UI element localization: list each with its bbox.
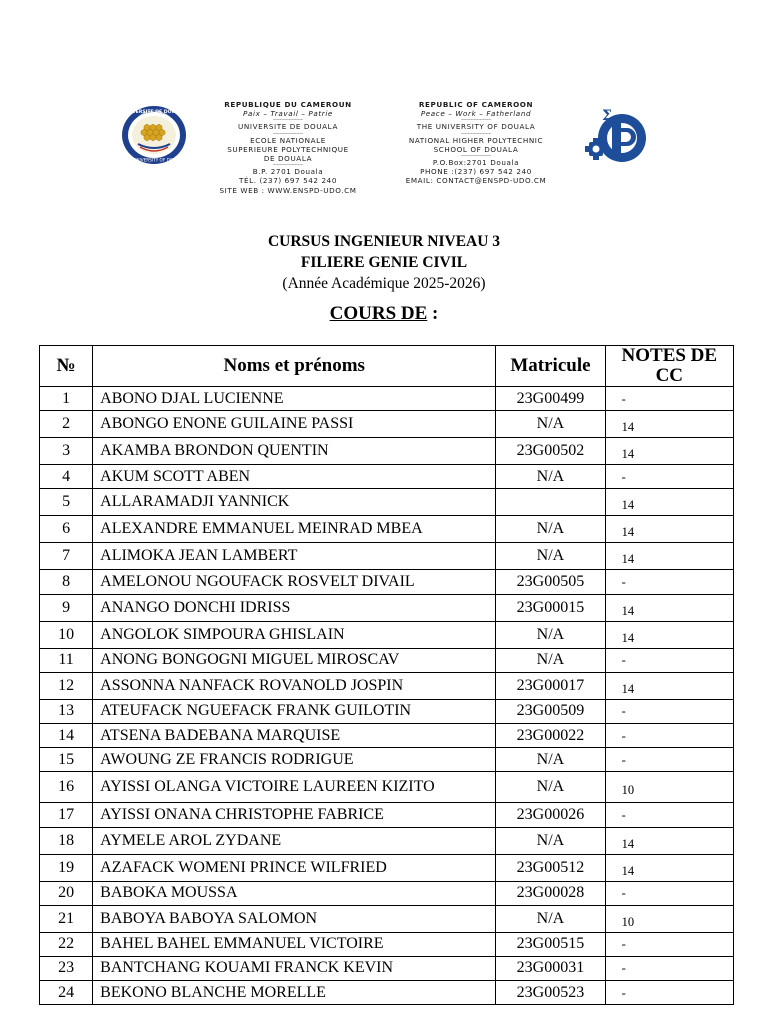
cell-number: 4 — [40, 465, 93, 489]
cell-name: AMELONOU NGOUFACK ROSVELT DIVAIL — [93, 570, 496, 594]
cell-matricule: N/A — [496, 772, 605, 803]
cell-note-wrapper — [605, 570, 733, 594]
cell-matricule: 23G00502 — [496, 438, 605, 465]
table-row — [40, 648, 734, 672]
cell-note-wrapper — [605, 387, 733, 411]
table-row — [40, 489, 734, 516]
cell-matricule: 23G00509 — [496, 699, 605, 723]
cell-number: 1 — [40, 387, 93, 411]
cell-note-wrapper — [605, 981, 733, 1005]
university-fr: UNIVERSITE DE DOUALA — [238, 122, 338, 132]
cell-note-wrapper — [605, 516, 733, 543]
table-row — [40, 438, 734, 465]
header-number: № — [40, 346, 93, 387]
table-row — [40, 621, 734, 648]
cell-name: ATEUFACK NGUEFACK FRANK GUILOTIN — [93, 699, 496, 723]
school-logo — [582, 106, 654, 166]
cell-number: 16 — [40, 772, 93, 803]
cell-note: 14 — [621, 863, 635, 878]
table-header-row — [40, 346, 734, 387]
table-row — [40, 465, 734, 489]
cell-number: 19 — [40, 854, 93, 881]
cell-number: 22 — [40, 932, 93, 956]
cell-number: 15 — [40, 748, 93, 772]
table-row — [40, 854, 734, 881]
cell-note-wrapper — [605, 465, 733, 489]
motto-fr: Paix – Travail – Patrie — [243, 109, 333, 119]
table-row — [40, 772, 734, 803]
separator: –––––––––– — [461, 152, 491, 160]
cell-number: 8 — [40, 570, 93, 594]
cell-note-wrapper — [605, 438, 733, 465]
header-notes: NOTES DE CC — [605, 346, 733, 387]
cell-number: 10 — [40, 621, 93, 648]
cell-matricule: N/A — [496, 621, 605, 648]
cell-name: BANTCHANG KOUAMI FRANCK KEVIN — [93, 956, 496, 980]
cell-note-wrapper — [605, 803, 733, 827]
cell-matricule: N/A — [496, 905, 605, 932]
cell-number: 11 — [40, 648, 93, 672]
cell-matricule: N/A — [496, 411, 605, 438]
department-title: FILIERE GENIE CIVIL — [300, 254, 468, 271]
cell-note: - — [621, 985, 626, 1000]
cell-note-wrapper — [605, 854, 733, 881]
cell-name: AKUM SCOTT ABEN — [93, 465, 496, 489]
academic-year: (Année Académique 2025-2026) — [282, 275, 486, 292]
cell-note-wrapper — [605, 748, 733, 772]
table-row — [40, 932, 734, 956]
cell-note: - — [621, 704, 626, 719]
table-row — [40, 543, 734, 570]
cell-number: 13 — [40, 699, 93, 723]
cell-matricule: N/A — [496, 827, 605, 854]
cell-note: - — [621, 807, 626, 822]
table-row — [40, 803, 734, 827]
country-fr: REPUBLIQUE DU CAMEROUN — [224, 100, 352, 109]
table-row — [40, 723, 734, 747]
cell-note: 14 — [621, 630, 635, 645]
svg-text:Σ: Σ — [602, 108, 612, 124]
cell-number: 5 — [40, 489, 93, 516]
cell-note-wrapper — [605, 932, 733, 956]
cell-number: 9 — [40, 594, 93, 621]
cell-note: - — [621, 728, 626, 743]
cell-note-wrapper — [605, 672, 733, 699]
svg-text:UNIVERSITE DE DOUALA: UNIVERSITE DE DOUALA — [122, 110, 186, 115]
cell-note: - — [621, 752, 626, 767]
school-fr-line2: SUPERIEURE POLYTECHNIQUE — [227, 144, 349, 154]
cell-number: 23 — [40, 956, 93, 980]
table-row — [40, 881, 734, 905]
phone-fr: TÉL. (237) 697 542 240 — [238, 176, 338, 186]
svg-text:THE UNIVERSITY OF DOUALA: THE UNIVERSITY OF DOUALA — [123, 157, 185, 163]
table-row — [40, 387, 734, 411]
address-en: P.O.Box:2701 Douala — [432, 158, 520, 168]
cell-note: 10 — [621, 914, 635, 929]
separator: –––––––––– — [273, 116, 303, 124]
cell-name: AZAFACK WOMENI PRINCE WILFRIED — [93, 854, 496, 881]
cell-note: - — [621, 469, 626, 484]
cell-note-wrapper — [605, 905, 733, 932]
separator: –––––––––– — [461, 116, 491, 124]
table-row — [40, 748, 734, 772]
cell-name: ALLARAMADJI YANNICK — [93, 489, 496, 516]
cell-number: 21 — [40, 905, 93, 932]
table-row — [40, 905, 734, 932]
course-heading — [0, 303, 768, 325]
cell-name: AYISSI OLANGA VICTOIRE LAUREEN KIZITO — [93, 772, 496, 803]
cell-name: BABOKA MOUSSA — [93, 881, 496, 905]
cell-name: ANONG BONGOGNI MIGUEL MIROSCAV — [93, 648, 496, 672]
cell-name: ALIMOKA JEAN LAMBERT — [93, 543, 496, 570]
cell-matricule: N/A — [496, 648, 605, 672]
cell-name: BEKONO BLANCHE MORELLE — [93, 981, 496, 1005]
school-en-line1: NATIONAL HIGHER POLYTECHNIC — [408, 135, 544, 145]
cell-note: - — [621, 653, 626, 668]
cell-note-wrapper — [605, 489, 733, 516]
course-colon: : — [427, 303, 439, 324]
letterhead — [0, 98, 768, 202]
cell-note-wrapper — [605, 543, 733, 570]
table-row — [40, 699, 734, 723]
cell-name: ATSENA BADEBANA MARQUISE — [93, 723, 496, 747]
school-en-line2: SCHOOL OF DOUALA — [433, 144, 519, 154]
cell-number: 2 — [40, 411, 93, 438]
course-label: COURS DE — [329, 303, 428, 324]
grades-table — [39, 345, 734, 1005]
cell-note: 14 — [621, 552, 635, 567]
address-fr: B.P. 2701 Douala — [252, 167, 324, 177]
separator: –––––––––– — [461, 129, 491, 137]
table-row — [40, 516, 734, 543]
cell-note: - — [621, 886, 626, 901]
cell-note: 14 — [621, 447, 635, 462]
cell-name: BAHEL BAHEL EMMANUEL VICTOIRE — [93, 932, 496, 956]
cell-matricule — [496, 489, 605, 516]
cell-matricule: 23G00017 — [496, 672, 605, 699]
program-title: CURSUS INGENIEUR NIVEAU 3 — [267, 233, 501, 250]
cell-note-wrapper — [605, 956, 733, 980]
cell-number: 3 — [40, 438, 93, 465]
cell-name: AYISSI ONANA CHRISTOPHE FABRICE — [93, 803, 496, 827]
school-fr-line3: DE DOUALA — [263, 154, 313, 164]
separator: –––––––––– — [273, 129, 303, 137]
cell-note-wrapper — [605, 772, 733, 803]
table-row — [40, 594, 734, 621]
cell-matricule: 23G00523 — [496, 981, 605, 1005]
country-en: REPUBLIC OF CAMEROON — [418, 100, 534, 109]
cell-name: ABONO DJAL LUCIENNE — [93, 387, 496, 411]
cell-matricule: 23G00026 — [496, 803, 605, 827]
motto-en: Peace – Work – Fatherland — [420, 109, 532, 119]
cell-note: 10 — [621, 783, 635, 798]
table-body — [40, 387, 734, 1005]
cell-name: ABONGO ENONE GUILAINE PASSI — [93, 411, 496, 438]
cell-note-wrapper — [605, 723, 733, 747]
website-fr: SITE WEB : WWW.ENSPD-UDO.CM — [219, 185, 357, 195]
cell-number: 6 — [40, 516, 93, 543]
cell-number: 14 — [40, 723, 93, 747]
table-row — [40, 956, 734, 980]
cell-note: 14 — [621, 498, 635, 513]
cell-name: BABOYA BABOYA SALOMON — [93, 905, 496, 932]
cell-matricule: N/A — [496, 516, 605, 543]
cell-name: ASSONNA NANFACK ROVANOLD JOSPIN — [93, 672, 496, 699]
school-fr-line1: ECOLE NATIONALE — [250, 135, 326, 145]
university-en: THE UNIVERSITY OF DOUALA — [416, 122, 536, 132]
cell-matricule: N/A — [496, 543, 605, 570]
cell-note: 14 — [621, 603, 635, 618]
cell-name: ALEXANDRE EMMANUEL MEINRAD MBEA — [93, 516, 496, 543]
university-seal-logo — [120, 104, 188, 166]
cell-number: 17 — [40, 803, 93, 827]
cell-matricule: N/A — [496, 748, 605, 772]
cell-matricule: 23G00515 — [496, 932, 605, 956]
cell-note: 14 — [621, 681, 635, 696]
cell-note-wrapper — [605, 648, 733, 672]
cell-number: 12 — [40, 672, 93, 699]
cell-name: ANGOLOK SIMPOURA GHISLAIN — [93, 621, 496, 648]
cell-note: - — [621, 937, 626, 952]
table-row — [40, 411, 734, 438]
cell-name: ANANGO DONCHI IDRISS — [93, 594, 496, 621]
cell-note: - — [621, 391, 626, 406]
header-name: Noms et prénoms — [93, 346, 496, 387]
cell-note: 14 — [621, 836, 635, 851]
letterhead-french-block — [200, 100, 376, 195]
separator: –––––––––– — [273, 161, 303, 169]
cell-note-wrapper — [605, 827, 733, 854]
cell-number: 24 — [40, 981, 93, 1005]
cell-name: AWOUNG ZE FRANCIS RODRIGUE — [93, 748, 496, 772]
cell-number: 18 — [40, 827, 93, 854]
email-en: EMAIL: CONTACT@ENSPD-UDO.CM — [405, 176, 547, 186]
cell-name: AYMELE AROL ZYDANE — [93, 827, 496, 854]
cell-matricule: 23G00512 — [496, 854, 605, 881]
cell-number: 20 — [40, 881, 93, 905]
table-row — [40, 981, 734, 1005]
cell-note-wrapper — [605, 594, 733, 621]
table-row — [40, 570, 734, 594]
cell-note-wrapper — [605, 411, 733, 438]
cell-note-wrapper — [605, 881, 733, 905]
cell-matricule: 23G00031 — [496, 956, 605, 980]
cell-name: AKAMBA BRONDON QUENTIN — [93, 438, 496, 465]
cell-note-wrapper — [605, 699, 733, 723]
cell-note-wrapper — [605, 621, 733, 648]
cell-matricule: 23G00499 — [496, 387, 605, 411]
cell-note: - — [621, 961, 626, 976]
table-row — [40, 672, 734, 699]
cell-matricule: 23G00015 — [496, 594, 605, 621]
phone-en: PHONE :(237) 697 542 240 — [420, 167, 532, 177]
header-matricule: Matricule — [496, 346, 605, 387]
cell-note: 14 — [621, 525, 635, 540]
cell-matricule: 23G00505 — [496, 570, 605, 594]
cell-note: 14 — [621, 420, 635, 435]
table-row — [40, 827, 734, 854]
cell-matricule: 23G00022 — [496, 723, 605, 747]
cell-matricule: 23G00028 — [496, 881, 605, 905]
cell-matricule: N/A — [496, 465, 605, 489]
cell-note: - — [621, 574, 626, 589]
letterhead-english-block — [380, 100, 572, 186]
cell-number: 7 — [40, 543, 93, 570]
